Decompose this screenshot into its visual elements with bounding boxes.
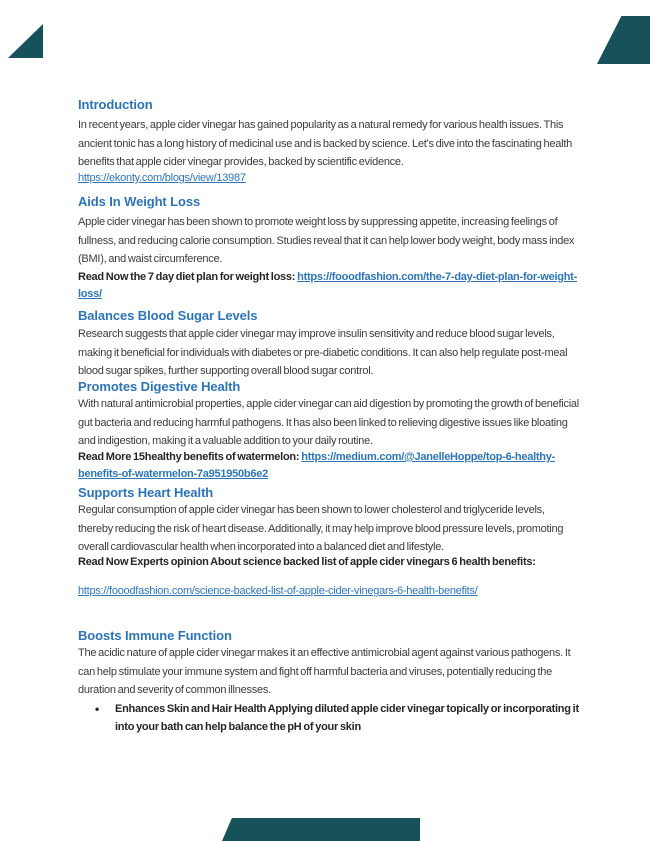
immune-paragraph: The acidic nature of apple cider vinegar makes it an effective antimicrobial agent against various pathogens. It can help stimulate your immune system and fight off harmful bacteria and viruses, potentially reducing the duration and severity of common illnesses. <box>78 647 571 696</box>
read-now-label: Read Now the 7 day diet plan for weight loss: <box>78 271 298 283</box>
blood-sugar-paragraph: Research suggests that apple cider vinegar may improve insulin sensitivity and reduce blood sugar levels, making it beneficial for individuals with diabetes or pre-diabetic conditions. It can also help regulate post-meal blood sugar spikes, further supporting overall blood sugar control. <box>78 328 568 377</box>
section-heading-blood-sugar: Balances Blood Sugar Levels <box>78 308 258 323</box>
science-backed-link[interactable]: https://fooodfashion.com/science-backed-list-of-apple-cider-vinegars-6-health-benefits/ <box>78 585 478 597</box>
heart-paragraph: Regular consumption of apple cider vinegar has been shown to lower cholesterol and triglyceride levels, thereby reducing the risk of heart disease. Additionally, it may help improve blood pressure levels, promoting overall cardiovascular health when incorporated into a balanced diet and lifestyle. <box>78 504 564 553</box>
weight-loss-read-now-line <box>78 269 580 303</box>
skin-hair-bullet-item <box>78 700 580 736</box>
diet-plan-link[interactable]: https://fooodfashion.com/the-7-day-diet-plan-for-weight-loss/ <box>78 271 578 300</box>
heart-read-now-label: Read Now Experts opinion About science backed list of apple cider vinegars 6 health benefits: <box>78 556 536 568</box>
ekonty-link[interactable]: https://ekonty.com/blogs/view/13987 <box>78 172 246 184</box>
skin-hair-bullet-text: Enhances Skin and Hair Health Applying diluted apple cider vinegar topically or incorporating it into your bath can help balance the pH of your skin <box>115 703 579 733</box>
section-heading-introduction: Introduction <box>78 97 153 112</box>
section-heading-heart: Supports Heart Health <box>78 485 214 500</box>
digestive-read-more-line <box>78 449 580 483</box>
digestive-paragraph: With natural antimicrobial properties, apple cider vinegar can aid digestion by promoting the growth of beneficial gut bacteria and reducing harmful pathogens. It has also been linked to relieving digestive issues like bloating and indigestion, making it a valuable addition to your daily routine. <box>78 398 579 447</box>
section-heading-digestive: Promotes Digestive Health <box>78 379 241 394</box>
bullet-icon: • <box>95 702 99 716</box>
intro-paragraph: In recent years, apple cider vinegar has gained popularity as a natural remedy for various health issues. This ancient tonic has a long history of medicinal use and is backed by science. Let's dive into the fascinating health benefits that apple cider vinegar provides, backed by scientific evidence. <box>78 119 572 168</box>
read-more-label: Read More 15healthy benefits of watermelon: <box>78 451 302 463</box>
bottom-banner-decoration <box>222 818 420 841</box>
corner-decoration-top-right <box>597 16 650 64</box>
weight-loss-paragraph: Apple cider vinegar has been shown to promote weight loss by suppressing appetite, increasing feelings of fullness, and reducing calorie consumption. Studies reveal that it can help lower body weight, body mass index (BMI), and waist circumference. <box>78 216 575 265</box>
section-heading-immune: Boosts Immune Function <box>78 628 232 643</box>
corner-decoration-top-left <box>8 24 43 58</box>
watermelon-medium-link[interactable]: https://medium.com/@JanelleHoppe/top-6-healthy-benefits-of-watermelon-7a951950b6e2 <box>78 451 556 480</box>
section-heading-weight-loss: Aids In Weight Loss <box>78 194 201 209</box>
